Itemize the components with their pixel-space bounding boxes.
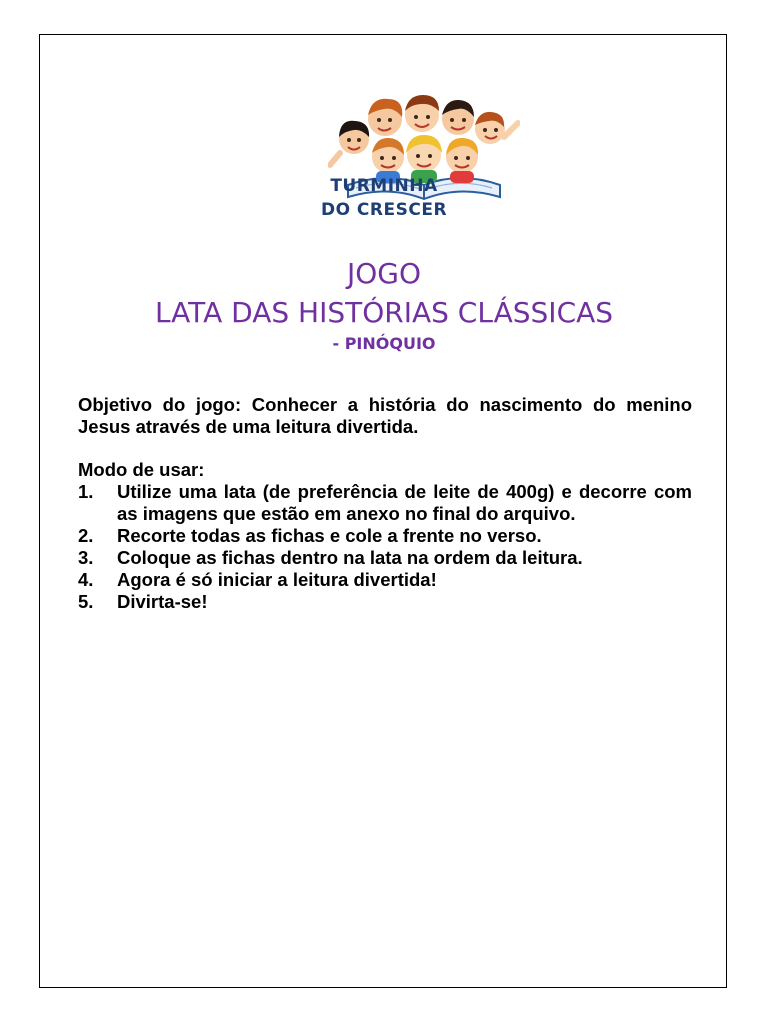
list-item (78, 547, 692, 569)
list-item (78, 569, 692, 591)
list-item (78, 525, 692, 547)
step-number: 5. (78, 591, 94, 612)
instructions-heading: Modo de usar: (78, 459, 205, 480)
brand-name-line-1: TURMINHA (330, 176, 438, 196)
page-title-line-1: JOGO (346, 257, 422, 290)
document-page (39, 34, 727, 988)
step-number: 4. (78, 569, 94, 590)
objective-paragraph: Objetivo do jogo: Conhecer a história do nascimento do menino Jesus através de uma leitura divertida. (78, 394, 692, 437)
step-text: Divirta-se! (117, 591, 208, 612)
step-number: 3. (78, 547, 94, 568)
child-1 (368, 99, 402, 136)
child-2 (405, 95, 439, 132)
child-4 (475, 112, 518, 144)
step-text: Utilize uma lata (de preferência de leite de 400g) e decorre com as imagens que estão em anexo no final do arquivo. (117, 481, 692, 524)
child-3 (442, 100, 474, 135)
step-text: Recorte todas as fichas e cole a frente no verso. (117, 525, 542, 546)
step-text: Agora é só iniciar a leitura divertida! (117, 569, 437, 590)
list-item (78, 481, 692, 525)
instructions-list (78, 481, 692, 613)
brand-name-line-2: DO CRESCER (320, 200, 448, 220)
page-title-line-2: LATA DAS HISTÓRIAS CLÁSSICAS (154, 296, 614, 329)
list-item (78, 591, 692, 613)
step-number: 1. (78, 481, 94, 502)
child-5 (330, 121, 369, 165)
step-text: Coloque as fichas dentro na lata na ordem da leitura. (117, 547, 583, 568)
step-number: 2. (78, 525, 94, 546)
page-subtitle: - PINÓQUIO (332, 334, 436, 353)
